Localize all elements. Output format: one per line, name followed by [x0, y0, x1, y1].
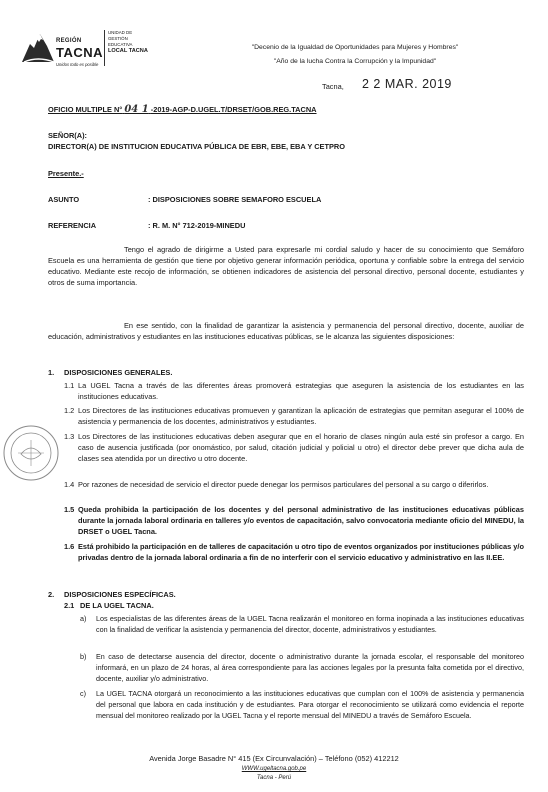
- decree-line: "Decenio de la Igualdad de Oportunidades para Mujeres y Hombres": [251, 44, 459, 51]
- ugel-tacna-logo: [20, 20, 170, 76]
- item-letter: b): [80, 652, 87, 661]
- item-number: 1.3: [64, 432, 75, 441]
- item-text: Los Directores de las instituciones educativas promueven y garantizan la aplicación de estrategias que permitan asegurar el 100% de asistencia y permanencia de los docentes, administrativos y estudiantes.: [78, 406, 524, 426]
- item-text: La UGEL Tacna a través de las diferentes áreas promoverá estrategias que aseguren la asistencia de los estudiantes en las instituciones educativas.: [78, 381, 524, 401]
- asunto-label: ASUNTO: [48, 195, 80, 204]
- logo-tacna-text: TACNA: [56, 45, 104, 60]
- paragraph-text: En ese sentido, con la finalidad de garantizar la asistencia y permanencia del personal directivo, docente, auxiliar de educación, administrativos y estudiantes en las instituciones educativas públicas, se le alcanza las siguientes disposiciones:: [48, 321, 524, 341]
- item-text: La UGEL TACNA otorgará un reconocimiento a las instituciones educativas que cumplan con el 100% de asistencia y permanencia del personal que labora en cada institución y de estudiantes. Para otorgar el reconocimiento se utilizará como evidencia el reporte mensual del monitoreo realizado por la UGEL Tacna y el reporte mensual del MINEDU a través de Semáforo Escuela.: [96, 689, 524, 720]
- decree-header: [190, 41, 520, 69]
- referencia-value: : R. M. N° 712-2019-MINEDU: [148, 221, 246, 230]
- asunto-value: : DISPOSICIONES SOBRE SEMAFORO ESCUELA: [148, 195, 322, 204]
- official-seal-stamp: [2, 424, 60, 482]
- item-text: Los Directores de las instituciones educativas deben asegurar que en el horario de clases ningún aula esté sin profesor a cargo. En caso de ausencia justificada (por onomástico, por salud, citación judicial y policial u otro) el director debe prever que dicha aula de clases sea atendida por un directivo u otro docente.: [78, 432, 524, 463]
- referencia-label: REFERENCIA: [48, 221, 97, 230]
- item-text: Los especialistas de las diferentes áreas de la UGEL Tacna realizarán el monitoreo en forma inopinada a las instituciones educativas con la finalidad de verificar la asistencia y permanencia del director, docente, administrativos y estudiantes.: [96, 614, 524, 634]
- item-text: Por razones de necesidad de servicio el director puede denegar los permisos particulares del personal a su cargo o diferirlos.: [78, 480, 489, 489]
- logo-divider: [104, 30, 105, 66]
- paragraph-text: Tengo el agrado de dirigirme a Usted para expresarle mi cordial saludo y hacer de su conocimiento que Semáforo Escuela es una herramienta de gestión que tiene por objetivo generar información periódica, oportuna y confiable sobre la entrega del servicio educativo. Mediante este recojo de información, se obtienen indicadores de asistencia del personal directivo, personal docente, estudiantes y otros de suma importancia.: [48, 245, 524, 287]
- logo-slogan: Unidos todo es posible: [56, 62, 99, 67]
- logo-unit-line: LOCAL TACNA: [108, 48, 148, 54]
- footer-city: Tacna - Perú: [256, 775, 292, 781]
- logo-unit-text: [108, 30, 148, 54]
- item-text: En caso de detectarse ausencia del director, docente o administrativo durante la jornada escolar, el responsable del monitoreo informará, en un plazo de 24 horas, al área correspondiente para las acciones legales por la presunta falta cometida por el directivo, docente, auxiliar y/o administrativo.: [96, 652, 524, 683]
- intro-paragraph: [48, 244, 524, 288]
- decree-line: "Año de la lucha Contra la Corrupción y la Impunidad": [273, 58, 437, 65]
- item-number: 1.5: [64, 505, 75, 514]
- footer-website-link[interactable]: WWW.ugeltacna.gob.pe: [241, 766, 307, 772]
- oficio-prefix: OFICIO MULTIPLE N°: [48, 105, 123, 114]
- oficio-reference: [48, 104, 317, 115]
- section-number: 1.: [48, 368, 55, 377]
- item-number: 1.4: [64, 480, 75, 489]
- recipient-name: DIRECTOR(A) DE INSTITUCION EDUCATIVA PÚBLICA DE EBR, EBE, EBA Y CETPRO: [48, 142, 346, 151]
- subsection-title: DE LA UGEL TACNA.: [80, 601, 154, 610]
- item-number: 1.2: [64, 406, 75, 415]
- oficio-suffix: -2019-AGP-D.UGEL.T/DRSET/GOB.REG.TACNA: [150, 105, 317, 114]
- logo-unit-line: EDUCATIVA: [108, 42, 133, 47]
- item-letter: c): [80, 689, 86, 698]
- subsection-number: 2.1: [64, 601, 75, 610]
- item-letter: a): [80, 614, 87, 623]
- purpose-paragraph: [48, 320, 524, 342]
- item-text: Queda prohibida la participación de los docentes y del personal administrativo de las instituciones educativas públicas durante la jornada laboral ordinaria en talleres y/o eventos de capacitación, salvo convocatoria mediante oficio del MINEDU, la DRSET o UGEL Tacna.: [78, 505, 524, 536]
- logo-region-text: REGIÓN: [56, 38, 82, 44]
- oficio-number-handwritten: 04 1: [124, 104, 149, 115]
- item-number: 1.1: [64, 381, 75, 390]
- section-number: 2.: [48, 590, 55, 599]
- mountain-logo-icon: [20, 26, 56, 66]
- presente-label: Presente.-: [48, 169, 84, 178]
- place-label: Tacna,: [322, 82, 344, 91]
- item-number: 1.6: [64, 542, 75, 551]
- footer-address: Avenida Jorge Basadre N° 415 (Ex Circunvalación) – Teléfono (052) 412212: [149, 754, 399, 763]
- logo-unit-line: UNIDAD DE: [108, 30, 133, 35]
- section-title: DISPOSICIONES ESPECÍFICAS.: [64, 590, 176, 599]
- logo-unit-line: GESTIÓN: [108, 36, 128, 41]
- section-title: DISPOSICIONES GENERALES.: [64, 368, 173, 377]
- item-text: Está prohibido la participación en de talleres de capacitación u otro tipo de eventos organizados por instituciones públicas y/o privadas dentro de la jornada laboral ordinaria a fin de no interferir con el servicio educativo y administrativo en las II.EE.: [78, 542, 524, 562]
- date-stamp: 2 2 MAR. 2019: [362, 77, 452, 91]
- recipient-title: SEÑOR(A):: [48, 131, 88, 140]
